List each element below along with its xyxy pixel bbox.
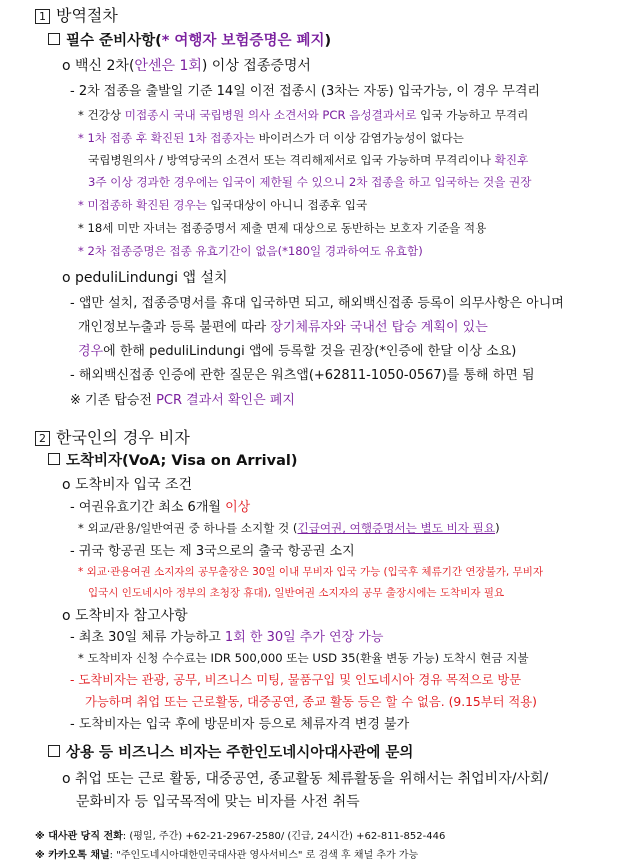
app-line-4: - 해외백신접종 인증에 관한 질문은 워츠앱(+62811-1050-0567)를 통해 하면 됨 <box>70 368 535 383</box>
voa-cond-line-3: - 귀국 항공권 또는 제 3국으로의 출국 항공권 소지 <box>70 544 355 559</box>
section-title: 한국인의 경우 비자 <box>56 428 190 447</box>
voa-note-line-3: - 도착비자는 관광, 공무, 비즈니스 미팅, 물품구입 및 인도네시아 경유 목적으로 방문 <box>70 673 522 687</box>
work-visa-line-2: 문화비자 등 입국목적에 맞는 비자를 사전 취득 <box>76 794 360 810</box>
vaccine-line-6: * 미접종하 확진된 경우는 입국대상이 아니니 접종후 입국 <box>78 198 368 212</box>
vaccine-line-3: * 1차 접종 후 확진된 1차 접종자는 바이러스가 더 이상 감염가능성이 없다는 <box>78 131 464 145</box>
voa-note-line-4: 가능하며 취업 또는 근로활동, 대중공연, 종교 활동 등은 할 수 없음. (9.15부터 적용) <box>85 695 537 709</box>
voa-cond-line-5: 입국시 인도네시아 정부의 초청장 휴대), 일반여권 소지자의 공무 출장시에는 도착비자 필요 <box>88 587 505 599</box>
voa-notes-item: o 도착비자 참고사항 <box>62 608 188 624</box>
app-line-3: 경우에 한해 peduliLindungi 앱에 등록할 것을 권장(*인증에 한달 이상 소요) <box>78 344 517 359</box>
voa-conditions-item: o 도착비자 입국 조건 <box>62 477 193 493</box>
app-line-1: - 앱만 설치, 접종증명서를 휴대 입국하면 되고, 해외백신접종 등록이 의무사항은 아니며 <box>70 296 564 311</box>
section-title: 방역절차 <box>56 6 118 25</box>
voa-note-line-5: - 도착비자는 입국 후에 방문비자 등으로 체류자격 변경 불가 <box>70 717 410 732</box>
vaccine-line-7: * 18세 미만 자녀는 접종증명서 제출 면제 대상으로 동반하는 보호자 기준을 적용 <box>78 221 487 235</box>
checkbox-square-icon <box>48 453 60 465</box>
section-number-box: 2 <box>35 431 50 446</box>
vaccine-line-1: - 2차 접종을 출발일 기준 14일 이전 접종시 (3차는 자동) 입국가능, 이 경우 무격리 <box>70 84 540 99</box>
voa-cond-line-4: * 외교·관용여권 소지자의 공무출장은 30일 이내 무비자 입국 가능 (입국후 체류기간 연장불가, 무비자 <box>78 566 544 578</box>
footer-embassy-phone: ※ 대사관 당직 전화: (평일, 주간) +62-21-2967-2580/ (긴급, 24시간) +62-811-852-446 <box>35 831 446 842</box>
footer-kakao-channel: ※ 카카오톡 채널: "주인도네시아대한민국대사관 영사서비스" 로 검색 후 채널 추가 가능 <box>35 850 419 861</box>
section-1-heading <box>35 6 118 25</box>
voa-note-line-1: - 최초 30일 체류 가능하고 1회 한 30일 추가 연장 가능 <box>70 630 384 645</box>
vaccine-line-4: 국립병원의사 / 방역당국의 소견서 또는 격리해제서로 입국 가능하며 무격리이나 확진후 <box>88 153 529 167</box>
app-line-5: ※ 기존 탑승전 PCR 결과서 확인은 폐지 <box>70 393 295 408</box>
checkbox-square-icon <box>48 33 60 45</box>
required-items-heading: 필수 준비사항(* 여행자 보험증명은 폐지) <box>48 33 331 50</box>
vaccine-line-5: 3주 이상 경과한 경우에는 입국이 제한될 수 있으니 2차 접종을 하고 입국하는 것을 권장 <box>88 175 532 189</box>
checkbox-square-icon <box>48 745 60 757</box>
vaccine-item: o 백신 2차(안센은 1회) 이상 접종증명서 <box>62 58 311 74</box>
vaccine-line-8: * 2차 접종증명은 접종 유효기간이 없음(*180일 경과하여도 유효함) <box>78 244 423 258</box>
business-visa-heading: 상용 등 비즈니스 비자는 주한인도네시아대사관에 문의 <box>48 745 413 762</box>
voa-cond-line-1: - 여권유효기간 최소 6개월 이상 <box>70 500 251 515</box>
vaccine-line-2: * 건강상 미접종시 국내 국립병원 의사 소견서와 PCR 음성결과서로 입국 가능하고 무격리 <box>78 108 529 122</box>
section-number-box: 1 <box>35 9 50 24</box>
voa-cond-line-2: * 외교/관용/일반여권 중 하나를 소지할 것 (긴급여권, 여행증명서는 별도 비자 필요) <box>78 521 500 535</box>
work-visa-line-1: o 취업 또는 근로 활동, 대중공연, 종교활동 체류활동을 위해서는 취업비자/사회/ <box>62 771 549 787</box>
app-install-item: o peduliLindungi 앱 설치 <box>62 270 228 286</box>
section-2-heading <box>35 428 190 447</box>
voa-note-line-2: * 도착비자 신청 수수료는 IDR 500,000 또는 USD 35(환율 변동 가능) 도착시 현금 지불 <box>78 651 529 665</box>
app-line-2: 개인정보누출과 등록 불편에 따라 장기체류자와 국내선 탑승 계획이 있는 <box>78 320 488 335</box>
voa-heading: 도착비자(VoA; Visa on Arrival) <box>48 453 297 470</box>
